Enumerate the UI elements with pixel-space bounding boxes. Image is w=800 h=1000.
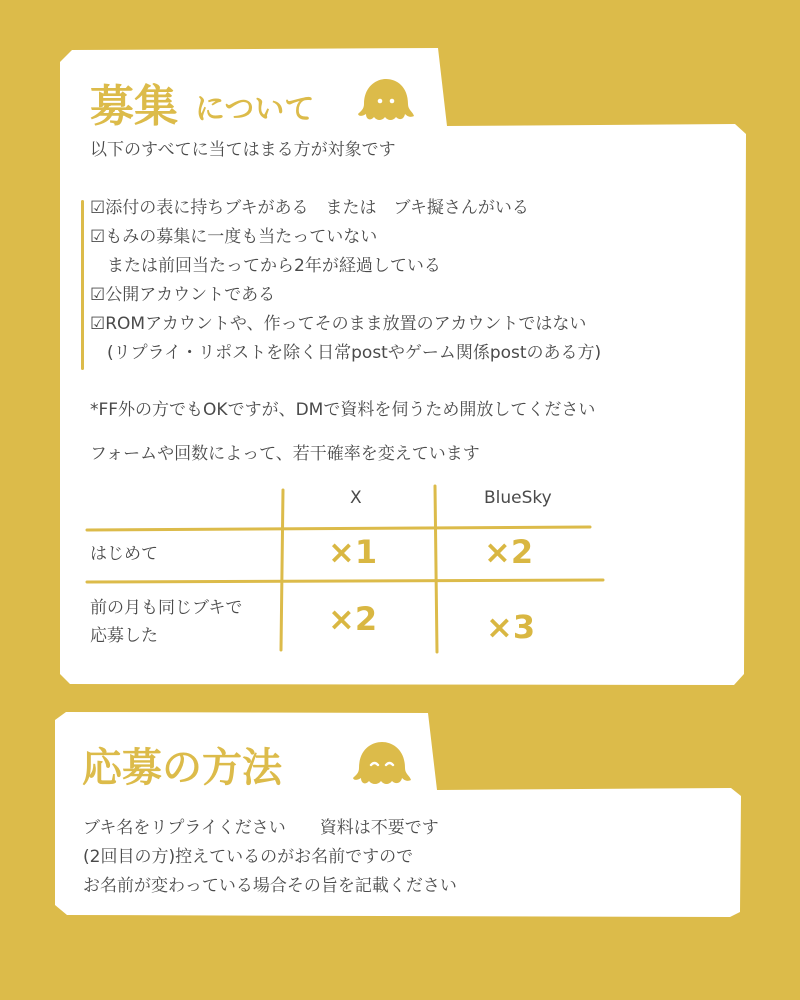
table-row-label: はじめて <box>90 544 158 564</box>
note-ff: *FF外の方でもOKですが、DMで資料を伺うため開放してください <box>90 400 596 420</box>
table-cell-value: ×2 <box>328 600 378 638</box>
method-line: ブキ名をリプライください 資料は不要です <box>83 818 439 838</box>
method-line: お名前が変わっている場合その旨を記載ください <box>83 876 457 896</box>
table-cell-value: ×1 <box>328 533 378 571</box>
condition-line: ☑もみの募集に一度も当たっていない <box>90 227 378 247</box>
table-row-label: 応募した <box>90 626 158 646</box>
condition-line: ☑公開アカウントである <box>90 285 276 305</box>
note-odds: フォームや回数によって、若干確率を変えています <box>90 444 480 464</box>
condition-line: ☑ROMアカウントや、作ってそのまま放置のアカウントではない <box>90 314 587 334</box>
recruitment-title-main: 募集 <box>90 81 178 132</box>
ghost-icon <box>350 738 414 788</box>
condition-line: または前回当たってから2年が経過している <box>90 256 441 276</box>
recruitment-intro: 以下のすべてに当てはまる方が対象です <box>90 140 396 160</box>
condition-line: (リプライ・リポストを除く日常postやゲーム関係postのある方) <box>90 343 602 363</box>
table-header-bluesky: BlueSky <box>484 488 552 508</box>
method-line: (2回目の方)控えているのがお名前ですので <box>83 847 414 867</box>
table-cell-value: ×3 <box>486 608 536 646</box>
method-title: 応募の方法 <box>82 744 282 791</box>
table-header-x: X <box>350 488 362 508</box>
recruitment-title-sub: について <box>195 92 315 127</box>
condition-line: ☑添付の表に持ちブキがある または ブキ擬さんがいる <box>90 198 529 218</box>
table-row-label: 前の月も同じブキで <box>90 598 243 618</box>
table-cell-value: ×2 <box>484 533 534 571</box>
